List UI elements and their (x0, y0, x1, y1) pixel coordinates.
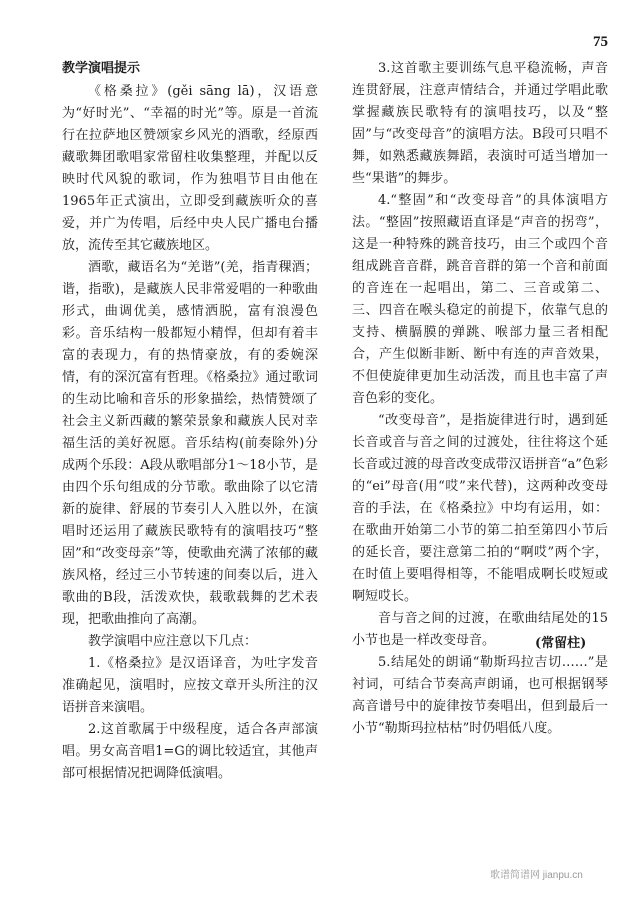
page-number: 75 (593, 34, 608, 50)
paragraph: 音与音之间的过渡，在歌曲结尾处的15小节也是一样改变母音。 (352, 611, 608, 648)
paragraph: 2.这首歌属于中级程度，适合各声部演唱。男女高音唱1=G的调比较适宜，其他声部可根据情况把调降低演唱。 (62, 722, 318, 781)
left-column (62, 58, 318, 785)
paragraph: 酒歌，藏语名为“羌谐”(羌，指青稞酒；谐，指歌)，是藏族人民非常爱唱的一种歌曲形式，曲调优美，感情洒脱，富有浪漫色彩。音乐结构一般都短小精悍，但却有着丰富的表现力，有的热情豪放，有的委婉深情，有的深沉富有哲理。《格桑拉》通过歌词的生动比喻和音乐的形象描绘，热情赞颂了社会主义新西藏的繁荣景象和藏族人民对幸福生活的美好祝愿。音乐结构(前奏除外)分成两个乐段：A段从歌唱部分1～18小节，是由四个乐句组成的分节歌。歌曲除了以它清新的旋律、舒展的节奏引人入胜以外，在演唱时还运用了藏族民歌特有的演唱技巧“整固”和“改变母亲”等，使歌曲充满了浓郁的藏族风格，经过三小节转速的间奏以后，进入歌曲的B段，活泼欢快，载歌载舞的艺术表现，把歌曲推向了高潮。 (62, 260, 318, 627)
watermark: 歌谱简谱网 jianpu.cn (490, 870, 583, 881)
paragraph: 3.这首歌主要训练气息平稳流畅，声音连贯舒展，注意声情结合，并通过学唱此歌掌握藏族民歌特有的演唱技巧，以及“整固”与“改变母音”的演唱方法。B段可只唱不舞，如熟悉藏族舞蹈，表演时可适当增加一些“果谐”的舞步。 (352, 61, 608, 186)
paragraph: 4.“整固”和“改变母音”的具体演唱方法。“整固”按照藏语直译是“声音的拐弯”，这是一种特殊的跳音技巧，由三个或四个音组成跳音音群，跳音音群的第一个音和前面的音连在一起唱出，第二、三音或第二、三、四音在喉头稳定的前提下，依靠气息的支持、横膈膜的弹跳、喉部力量三者相配合，产生似断非断、断中有连的声音效果，不但使旋律更加生动活泼，而且也丰富了声音色彩的变化。 (352, 193, 608, 406)
paragraph: 1.《格桑拉》是汉语译音，为吐字发音准确起见，演唱时，应按文章开头所注的汉语拼音来演唱。 (62, 656, 318, 715)
paragraph: 《格桑拉》(gěi sāng lā)，汉语意为“好时光”、“幸福的时光”等。原是一首流行在拉萨地区赞颂家乡风光的酒歌，经原西藏歌舞团歌唱家常留柱收集整理，并配以反映时代风貌的歌词，作为独唱节目由他在1965年正式演出，立即受到藏族听众的喜爱，并广为传唱，后经中央人民广播电台播放，流传至其它藏族地区。 (62, 84, 318, 253)
author-signature: (常留柱) (535, 636, 587, 651)
paragraph: “改变母音”，是指旋律进行时，遇到延长音或音与音之间的过渡处，往往将这个延长音或过渡的母音改变成带汉语拼音“a”色彩的“ei”母音(用“哎”来代替)，这两种改变母音的手法，在《格桑拉》中均有运用，如：在歌曲开始第二小节的第二拍至第四小节后的延长音，要注意第二拍的“啊哎”两个字，在时值上要唱得相等，不能唱成啊长哎短或啊短哎长。 (352, 413, 608, 604)
section-heading: 教学演唱提示 (62, 61, 141, 76)
paragraph: 教学演唱中应注意以下几点： (88, 634, 258, 649)
paragraph: 5.结尾处的朗诵“勒斯玛拉吉切……”是衬词，可结合节奏高声朗诵，也可根据钢琴高音谱号中的旋律按节奏唱出，但到最后一小节“勒斯玛拉枯枯”时仍唱低八度。 (352, 655, 608, 736)
